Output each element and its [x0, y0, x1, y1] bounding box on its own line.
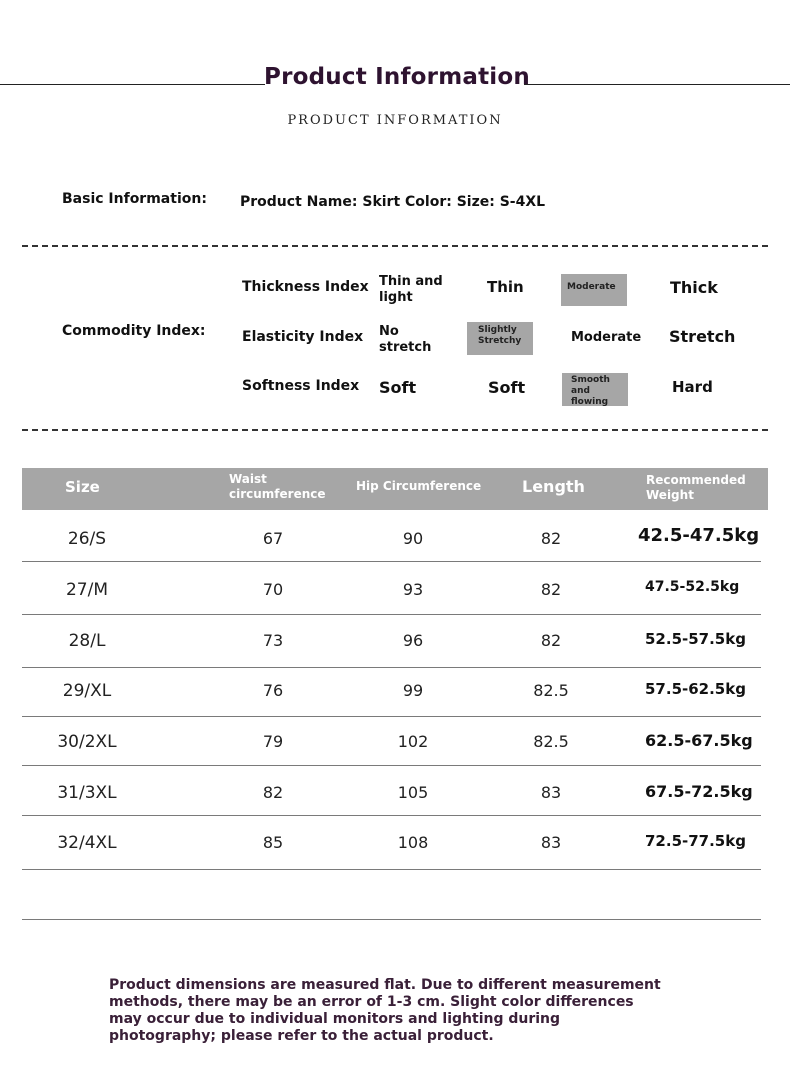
cell-weight: 67.5-72.5kg	[645, 782, 753, 801]
elasticity-option-no-stretch: No stretch	[379, 324, 432, 355]
cell-hip: 90	[402, 529, 424, 548]
header-recommended-weight: Recommended Weight	[646, 473, 746, 502]
cell-weight: 47.5-52.5kg	[645, 579, 740, 595]
cell-hip: 96	[402, 631, 424, 650]
cell-length: 83	[540, 783, 562, 802]
cell-length: 82	[540, 631, 562, 650]
cell-waist: 76	[262, 681, 284, 700]
title-rule-left	[0, 84, 265, 85]
cell-weight: 42.5-47.5kg	[638, 525, 760, 546]
cell-size: 28/L	[68, 631, 106, 651]
elasticity-option-moderate: Moderate	[571, 330, 642, 345]
dashed-divider-top	[22, 245, 768, 247]
header-hip: Hip Circumference	[356, 479, 482, 493]
basic-info-value: Product Name: Skirt Color: Size: S-4XL	[240, 194, 546, 210]
cell-waist: 67	[262, 529, 284, 548]
cell-length: 82.5	[533, 732, 569, 751]
softness-option-soft-2: Soft	[488, 378, 526, 397]
cell-hip: 105	[397, 783, 429, 802]
thickness-option-moderate-selected: Moderate	[561, 274, 627, 306]
cell-length: 83	[540, 833, 562, 852]
cell-length: 82.5	[533, 681, 569, 700]
dashed-divider-bottom	[22, 429, 768, 431]
softness-index-label: Softness Index	[242, 378, 360, 394]
row-divider	[22, 614, 761, 615]
table-bottom-line	[22, 919, 761, 920]
disclaimer-note: Product dimensions are measured flat. Due to different measurement methods, there may be an error of 1-3 cm. Slight color differences may occur due to individual monitors and lighting during photography; please refer to the actual product.	[109, 977, 661, 1044]
elasticity-index-label: Elasticity Index	[242, 329, 364, 345]
row-divider	[22, 869, 761, 870]
cell-size: 32/4XL	[57, 833, 117, 853]
cell-size: 31/3XL	[57, 783, 117, 803]
cell-weight: 72.5-77.5kg	[645, 832, 746, 850]
softness-option-smooth-selected: Smooth and flowing	[562, 373, 610, 406]
header-waist: Waist circumference	[229, 472, 326, 501]
softness-option-hard: Hard	[672, 378, 713, 396]
cell-waist: 70	[262, 580, 284, 599]
cell-size: 27/M	[65, 580, 109, 600]
cell-weight: 57.5-62.5kg	[645, 680, 746, 698]
page-title: Product Information	[264, 64, 530, 90]
title-rule-right	[524, 84, 790, 85]
commodity-index-label: Commodity Index:	[62, 323, 206, 339]
row-divider	[22, 716, 761, 717]
cell-hip: 93	[402, 580, 424, 599]
cell-size: 26/S	[67, 529, 107, 549]
thickness-index-label: Thickness Index	[242, 279, 369, 295]
cell-weight: 62.5-67.5kg	[645, 731, 753, 750]
thickness-option-thin: Thin	[487, 278, 524, 296]
elasticity-option-stretch: Stretch	[669, 327, 736, 346]
header-length: Length	[522, 477, 585, 496]
cell-hip: 99	[402, 681, 424, 700]
thickness-option-thin-and-light: Thin and light	[379, 274, 443, 305]
cell-waist: 82	[262, 783, 284, 802]
cell-waist: 73	[262, 631, 284, 650]
cell-waist: 85	[262, 833, 284, 852]
cell-waist: 79	[262, 732, 284, 751]
cell-size: 30/2XL	[57, 732, 117, 752]
softness-option-smooth-bg	[610, 373, 628, 406]
page-subtitle: PRODUCT INFORMATION	[287, 113, 503, 128]
row-divider	[22, 815, 761, 816]
basic-info-label: Basic Information:	[62, 191, 207, 207]
row-divider	[22, 765, 761, 766]
thickness-option-thick: Thick	[670, 278, 718, 297]
softness-option-soft-1: Soft	[379, 378, 417, 397]
cell-weight: 52.5-57.5kg	[645, 630, 746, 648]
cell-hip: 108	[397, 833, 429, 852]
cell-size: 29/XL	[62, 681, 112, 701]
cell-length: 82	[540, 580, 562, 599]
cell-hip: 102	[397, 732, 429, 751]
header-size: Size	[65, 478, 100, 496]
elasticity-option-slightly-stretchy-selected: Slightly Stretchy	[467, 322, 533, 355]
row-divider	[22, 667, 761, 668]
cell-length: 82	[540, 529, 562, 548]
row-divider	[22, 561, 761, 562]
